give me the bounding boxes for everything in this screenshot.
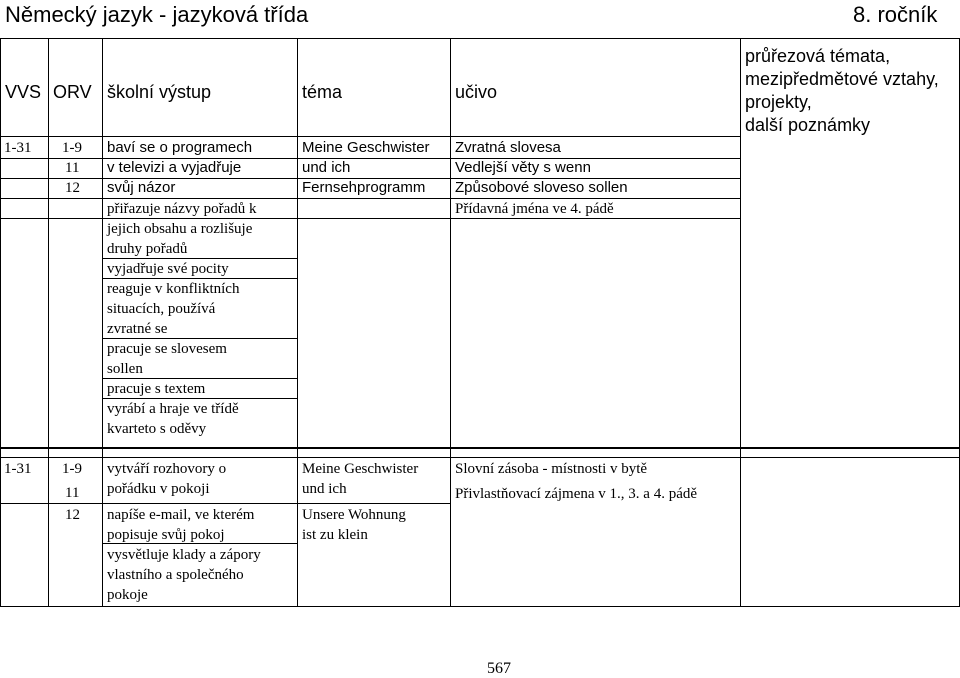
col-header-crosscut: další poznámky xyxy=(745,115,871,135)
topic-text: und ich xyxy=(302,159,351,176)
row-line xyxy=(0,503,450,504)
outcome-text: pracuje s textem xyxy=(107,381,206,397)
outcome-text: druhy pořadů xyxy=(107,241,188,257)
outcome-text: reaguje v konfliktních xyxy=(107,281,240,297)
topic-text: Fernsehprogramm xyxy=(302,179,426,196)
col-header-crosscut: průřezová témata, xyxy=(745,46,891,66)
col-header-topic: téma xyxy=(302,82,343,102)
outcome-text: napíše e-mail, ve kterém xyxy=(107,507,255,523)
outcome-text: vytváří rozhovory o xyxy=(107,461,227,477)
col-header-outcome: školní výstup xyxy=(107,82,212,102)
outcome-text: vlastního a společného xyxy=(107,567,244,583)
col-line xyxy=(740,38,741,606)
section-divider xyxy=(0,447,960,449)
topic-text: Meine Geschwister xyxy=(302,461,419,477)
col-header-crosscut: mezipředmětové vztahy, xyxy=(745,69,939,89)
col-header-vvs: VVS xyxy=(5,82,42,102)
table-bottom-border xyxy=(0,606,960,607)
outcome-text: pokoje xyxy=(107,587,148,603)
orv-code: 1-9 xyxy=(62,140,82,156)
col-header-curriculum: učivo xyxy=(455,82,498,102)
vvs-code: 1-31 xyxy=(4,461,32,477)
outcome-text: pořádku v pokoji xyxy=(107,481,210,497)
orv-code: 12 xyxy=(65,507,80,523)
orv-code: 11 xyxy=(65,485,80,501)
vvs-code: 1-31 xyxy=(4,140,32,156)
curriculum-text: Přivlastňovací zájmena v 1., 3. a 4. pádě xyxy=(455,486,698,502)
section2-top-border xyxy=(0,457,960,458)
header-bottom-border xyxy=(0,136,740,137)
page-title: Německý jazyk - jazyková třída xyxy=(5,2,309,27)
topic-text: und ich xyxy=(302,481,347,497)
outcome-text: zvratné se xyxy=(107,321,168,337)
outcome-text: situacích, používá xyxy=(107,301,216,317)
outcome-text: popisuje svůj pokoj xyxy=(107,527,225,543)
outcome-text: kvarteto s oděvy xyxy=(107,421,207,437)
table-top-border xyxy=(0,38,960,39)
page-number: 567 xyxy=(487,660,511,677)
col-line xyxy=(450,38,451,606)
topic-text: Unsere Wohnung xyxy=(302,507,406,523)
topic-text: Meine Geschwister xyxy=(302,139,430,156)
outcome-text: vyjadřuje své pocity xyxy=(107,261,229,277)
col-line xyxy=(0,38,1,606)
col-line xyxy=(297,38,298,606)
orv-code: 12 xyxy=(65,180,80,196)
outcome-text: v televizi a vyjadřuje xyxy=(107,159,242,176)
orv-code: 1-9 xyxy=(62,461,82,477)
outcome-text: sollen xyxy=(107,361,143,377)
col-line xyxy=(48,38,49,606)
grade-label: 8. ročník xyxy=(853,2,938,27)
outcome-text: jejich obsahu a rozlišuje xyxy=(107,221,253,237)
outcome-text: svůj názor xyxy=(107,179,176,196)
curriculum-text: Slovní zásoba - místnosti v bytě xyxy=(455,461,648,477)
col-header-orv: ORV xyxy=(53,82,92,102)
col-line xyxy=(102,38,103,606)
topic-text: ist zu klein xyxy=(302,527,368,543)
curriculum-text: Způsobové sloveso sollen xyxy=(455,179,628,196)
curriculum-text: Přídavná jména ve 4. pádě xyxy=(455,201,614,217)
outcome-text: vyrábí a hraje ve třídě xyxy=(107,401,239,417)
col-header-crosscut: projekty, xyxy=(745,92,812,112)
outcome-text: pracuje se slovesem xyxy=(107,341,227,357)
curriculum-text: Zvratná slovesa xyxy=(455,139,561,156)
outcome-text: baví se o programech xyxy=(107,139,253,156)
orv-code: 11 xyxy=(65,160,80,176)
curriculum-text: Vedlejší věty s wenn xyxy=(455,159,591,176)
outcome-text: přiřazuje názvy pořadů k xyxy=(107,201,257,217)
outcome-text: vysvětluje klady a zápory xyxy=(107,547,261,563)
